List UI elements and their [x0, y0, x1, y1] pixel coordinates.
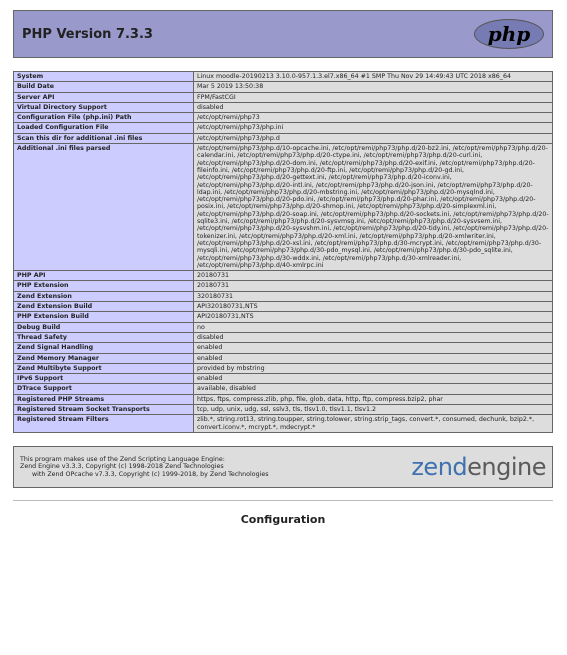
table-row — [14, 82, 553, 92]
table-row — [14, 281, 553, 291]
table-row — [14, 271, 553, 281]
row-value: provided by mbstring — [194, 363, 553, 373]
section-divider — [13, 500, 553, 501]
table-row — [14, 291, 553, 301]
table-row — [14, 374, 553, 384]
row-label: Debug Build — [14, 322, 194, 332]
row-value: no — [194, 322, 553, 332]
phpinfo-page — [13, 10, 553, 526]
row-label: Zend Extension — [14, 291, 194, 301]
zend-line-1: This program makes use of the Zend Scripting Language Engine: — [20, 455, 225, 463]
row-label: Configuration File (php.ini) Path — [14, 113, 194, 123]
row-label: PHP API — [14, 271, 194, 281]
table-row — [14, 113, 553, 123]
configuration-heading: Configuration — [240, 512, 326, 526]
zend-line-3: with Zend OPcache v7.3.3, Copyright (c) 1999-2018, by Zend Technologies — [32, 470, 269, 478]
table-row — [14, 384, 553, 394]
row-value: tcp, udp, unix, udg, ssl, sslv3, tls, tlsv1.0, tlsv1.1, tlsv1.2 — [194, 404, 553, 414]
row-value: /etc/opt/remi/php73 — [194, 113, 553, 123]
table-row — [14, 353, 553, 363]
table-row — [14, 144, 553, 271]
row-label: PHP Extension Build — [14, 312, 194, 322]
row-label: Registered PHP Streams — [14, 394, 194, 404]
row-value: enabled — [194, 374, 553, 384]
row-value: /etc/opt/remi/php73/php.ini — [194, 123, 553, 133]
row-value: enabled — [194, 343, 553, 353]
row-value: https, ftps, compress.zlib, php, file, glob, data, http, ftp, compress.bzip2, phar — [194, 394, 553, 404]
row-label: Zend Extension Build — [14, 302, 194, 312]
row-label: IPv6 Support — [14, 374, 194, 384]
table-row — [14, 312, 553, 322]
row-value: /etc/opt/remi/php73/php.d — [194, 133, 553, 143]
row-label: Server API — [14, 92, 194, 102]
row-label: Scan this dir for additional .ini files — [14, 133, 194, 143]
row-value: available, disabled — [194, 384, 553, 394]
row-value: /etc/opt/remi/php73/php.d/10-opcache.ini, /etc/opt/remi/php73/php.d/20-bz2.ini, /etc/opt/remi/php73/php.d/20-calendar.ini, /etc/opt/remi/php73/php.d/20-ctype.ini, /etc/opt/remi/php73/php.d/20-curl.ini, /etc/opt/remi/php73/php.d/20-dom.ini, /etc/opt/remi/php73/php.d/20-exif.ini, /etc/opt/remi/php73/php.d/20-fileinfo.ini, /etc/opt/remi/php73/php.d/20-ftp.ini, /etc/opt/remi/php73/php.d/20-gd.ini, /etc/opt/remi/php73/php.d/20-gettext.ini, /etc/opt/remi/php73/php.d/20-iconv.ini, /etc/opt/remi/php73/php.d/20-intl.ini, /etc/opt/remi/php73/php.d/20-json.ini, /etc/opt/remi/php73/php.d/20-ldap.ini, /etc/opt/remi/php73/php.d/20-mbstring.ini, /etc/opt/remi/php73/php.d/20-mysqlnd.ini, /etc/opt/remi/php73/php.d/20-pdo.ini, /etc/opt/remi/php73/php.d/20-phar.ini, /etc/opt/remi/php73/php.d/20-posix.ini, /etc/opt/remi/php73/php.d/20-shmop.ini, /etc/opt/remi/php73/php.d/20-simplexml.ini, /etc/opt/remi/php73/php.d/20-soap.ini, /etc/opt/remi/php73/php.d/20-sockets.ini, /etc/opt/remi/php73/php.d/20-sqlite3.ini, /etc/opt/remi/php73/php.d/20-sysvmsg.ini, /etc/opt/remi/php73/php.d/20-sysvsem.ini, /etc/opt/remi/php73/php.d/20-sysvshm.ini, /etc/opt/remi/php73/php.d/20-tidy.ini, /etc/opt/remi/php73/php.d/20-tokenizer.ini, /etc/opt/remi/php73/php.d/20-xml.ini, /etc/opt/remi/php73/php.d/20-xmlwriter.ini, /etc/opt/remi/php73/php.d/20-xsl.ini, /etc/opt/remi/php73/php.d/30-mcrypt.ini, /etc/opt/remi/php73/php.d/30-mysqli.ini, /etc/opt/remi/php73/php.d/30-pdo_mysql.ini, /etc/opt/remi/php73/php.d/30-pdo_sqlite.ini, /etc/opt/remi/php73/php.d/30-wddx.ini, /etc/opt/remi/php73/php.d/30-xmlreader.ini, /etc/opt/remi/php73/php.d/40-xmlrpc.ini — [194, 144, 553, 271]
row-label: DTrace Support — [14, 384, 194, 394]
table-row — [14, 415, 553, 433]
row-label: Registered Stream Filters — [14, 415, 194, 433]
php-logo-icon — [474, 19, 544, 49]
row-value: 20180731 — [194, 281, 553, 291]
table-row — [14, 133, 553, 143]
zend-line-2: Zend Engine v3.3.3, Copyright (c) 1998-2018 Zend Technologies — [20, 463, 224, 471]
table-row — [14, 394, 553, 404]
table-row — [14, 332, 553, 342]
table-row — [14, 363, 553, 373]
table-row — [14, 123, 553, 133]
php-info-table — [13, 71, 553, 433]
zend-engine-logo-icon — [411, 453, 546, 481]
row-label: Loaded Configuration File — [14, 123, 194, 133]
row-value: zlib.*, string.rot13, string.toupper, string.tolower, string.strip_tags, convert.*, consumed, dechunk, bzip2.*, convert.iconv.*, mcrypt.*, mdecrypt.* — [194, 415, 553, 433]
row-value: disabled — [194, 332, 553, 342]
row-value: API20180731,NTS — [194, 312, 553, 322]
zend-logo-part1: zend — [411, 452, 468, 481]
php-logo-text: php — [487, 22, 531, 46]
row-label: Build Date — [14, 82, 194, 92]
php-version-header — [13, 10, 553, 58]
row-label: Zend Multibyte Support — [14, 363, 194, 373]
row-value: FPM/FastCGI — [194, 92, 553, 102]
table-row — [14, 404, 553, 414]
row-label: PHP Extension — [14, 281, 194, 291]
table-row — [14, 302, 553, 312]
table-row — [14, 322, 553, 332]
row-value: disabled — [194, 102, 553, 112]
zend-engine-box — [13, 446, 553, 488]
table-row — [14, 102, 553, 112]
row-value: API320180731,NTS — [194, 302, 553, 312]
zend-engine-text — [20, 456, 269, 478]
row-value: 20180731 — [194, 271, 553, 281]
row-label: Virtual Directory Support — [14, 102, 194, 112]
row-value: Linux moodle-20190213 3.10.0-957.1.3.el7.x86_64 #1 SMP Thu Nov 29 14:49:43 UTC 2018 x86_64 — [194, 72, 553, 82]
row-value: Mar 5 2019 13:50:38 — [194, 82, 553, 92]
row-value: enabled — [194, 353, 553, 363]
row-value: 320180731 — [194, 291, 553, 301]
row-label: Additional .ini files parsed — [14, 144, 194, 271]
zend-logo-part2: engine — [467, 452, 546, 481]
table-row — [14, 72, 553, 82]
row-label: Zend Memory Manager — [14, 353, 194, 363]
row-label: System — [14, 72, 194, 82]
row-label: Registered Stream Socket Transports — [14, 404, 194, 414]
row-label: Zend Signal Handling — [14, 343, 194, 353]
row-label: Thread Safety — [14, 332, 194, 342]
table-row — [14, 343, 553, 353]
table-row — [14, 92, 553, 102]
php-version-title: PHP Version 7.3.3 — [22, 26, 153, 42]
